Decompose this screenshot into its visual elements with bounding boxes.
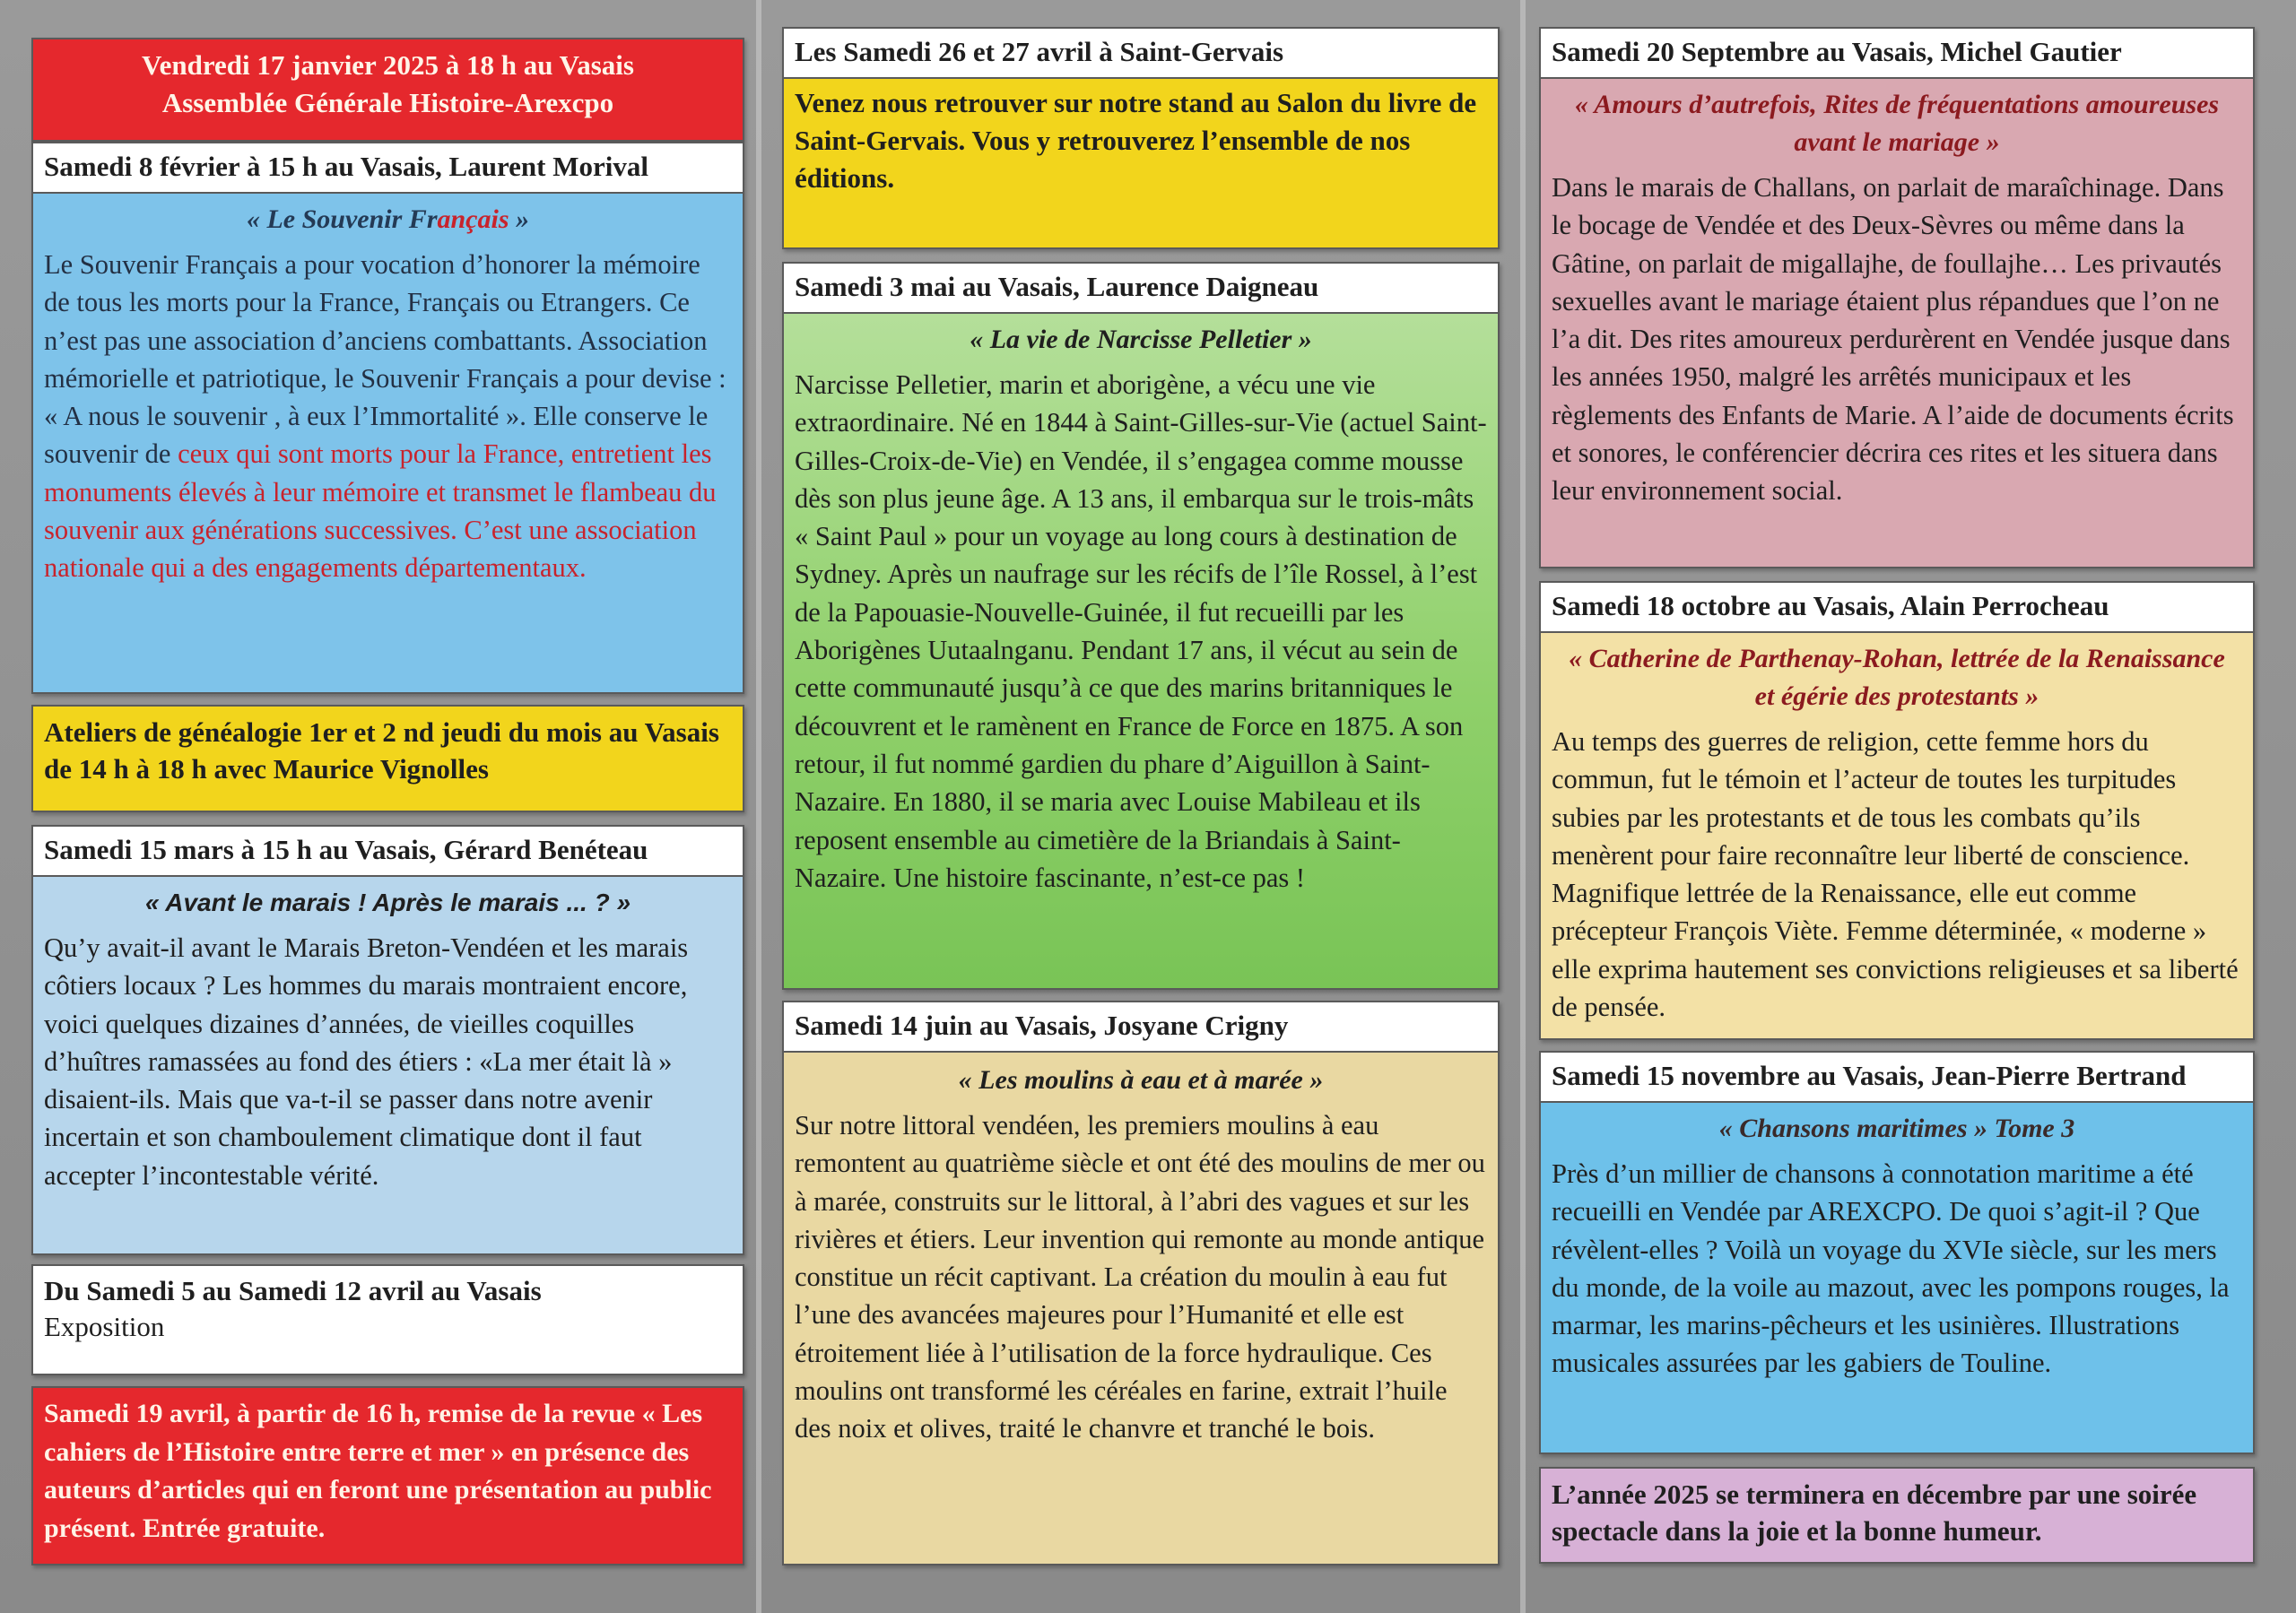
event-description: Qu’y avait-il avant le Marais Breton-Vendéen et les marais côtiers locaux ? Les hommes du marais montraient encore, voici quelques dizaines d’années, de vieilles coquilles d’huîtres ramassées au fond des étiers : «La mer était là » disaient-ils. Mais que va-t-il se passer dans notre avenir incertain et son chamboulement climatique dont il faut accepter l’incontestable vérité. [44, 932, 689, 1191]
event-header: Samedi 18 octobre au Vasais, Alain Perrocheau [1541, 583, 2253, 633]
event-march [31, 825, 744, 1255]
event-title: « Les moulins à eau et à marée » [958, 1065, 1324, 1095]
event-title-part-red: ançais [437, 204, 509, 234]
event-title-part: « Le Souvenir Fr [246, 204, 438, 234]
event-description: Venez nous retrouver sur notre stand au Salon du livre de Saint-Gervais. Vous y retrouverez l’ensemble de nos éditions. [795, 87, 1477, 194]
event-title: « Amours d’autrefois, Rites de fréquentations amoureuses avant le mariage » [1574, 90, 2220, 157]
december-text: L’année 2025 se terminera en décembre par une soirée spectacle dans la joie et la bonne humeur. [1552, 1479, 2197, 1547]
fold-line-right [1520, 0, 1526, 1613]
event-description: Au temps des guerres de religion, cette femme hors du commun, fut le témoin et l’acteur de toutes les turpitudes subies par les protestants et de tous les combats qu’ils menèrent pour faire reconnaître leur liberté de conscience. Magnifique lettrée de la Renaissance, elle eut comme précepteur François Viète. Femme déterminée, « moderne » elle exprima hautement ses convictions religieuses et sa liberté de pensée. [1552, 726, 2239, 1023]
description-text: Le Souvenir Français a pour vocation d’honorer la mémoire de tous les morts pour la France, Français ou Etrangers. Ce n’est pas une association d’anciens combattants. Association mémorielle et patriotique, le Souvenir Français a pour devise : « A nous le souvenir , à eux l’Immortalité ». Elle conserve le souvenir de [44, 249, 726, 470]
event-description: Près d’un millier de chansons à connotation maritime a été recueilli en Vendée par AREXCPO. De quoi s’agit-il ? Que révèlent-elles ? Voilà un voyage du XVIe siècle, sur les mers du monde, de la voile au mazout, avec les pompons rouges, la marmar, les marins-pêcheurs et les usinières. Illustrations musicales assurées par les gabiers de Touline. [1552, 1158, 2230, 1379]
event-header: Samedi 15 mars à 15 h au Vasais, Gérard Benéteau [33, 827, 743, 877]
event-june [782, 1001, 1500, 1565]
fold-line-left [756, 0, 761, 1613]
event-header: Samedi 3 mai au Vasais, Laurence Daigneau [784, 264, 1498, 314]
april-19-text: Samedi 19 avril, à partir de 16 h, remise de la revue « Les cahiers de l’Histoire entre terre et mer » en présence des auteurs d’articles qui en feront une présentation au public présent. Entrée gratuite. [44, 1399, 712, 1543]
event-ateliers-genealogie [31, 705, 744, 812]
expo-text: Exposition [44, 1311, 165, 1342]
event-assemblee-generale [31, 38, 744, 142]
event-header: Samedi 8 février à 15 h au Vasais, Laurent Morival [33, 143, 743, 194]
event-header: Les Samedi 26 et 27 avril à Saint-Gervais [784, 29, 1498, 79]
event-october [1539, 581, 2255, 1040]
event-title: « La vie de Narcisse Pelletier » [970, 325, 1312, 354]
description-text-red: ceux qui sont morts pour la France, entretient les monuments élevés à leur mémoire et transmet le flambeau du souvenir aux générations successives. C’est une association nationale qui a des engagements départementaux. [44, 438, 717, 584]
event-title: « Chansons maritimes » Tome 3 [1718, 1114, 2075, 1143]
event-description: Dans le marais de Challans, on parlait de maraîchinage. Dans le bocage de Vendée et des Deux-Sèvres ou même dans la Gâtine, on parlait de migallajhe, de foullajhe… Les privautés sexuelles avant le mariage étaient plus répandues que l’on ne l’a dit. Des rites amoureux perdurèrent en Vendée jusque dans les années 1950, malgré les arrêtés municipaux et les règlements des Enfants de Marie. A l’aide de documents écrits et sonores, le conférencier décrira ces rites et les situera dans leur environnement social. [1552, 172, 2234, 507]
event-may [782, 262, 1500, 990]
event-header: Samedi 15 novembre au Vasais, Jean-Pierre Bertrand [1541, 1053, 2253, 1103]
event-saint-gervais [782, 27, 1500, 249]
event-december [1539, 1467, 2255, 1564]
event-february [31, 142, 744, 694]
event-header: Samedi 20 Septembre au Vasais, Michel Gautier [1541, 29, 2253, 79]
event-title [33, 194, 743, 238]
event-exposition [31, 1264, 744, 1375]
event-title: « Avant le marais ! Après le marais ... ? » [144, 889, 631, 916]
ag-line-2: Assemblée Générale Histoire-Arexcpo [161, 87, 614, 118]
event-description: Narcisse Pelletier, marin et aborigène, a vécu une vie extraordinaire. Né en 1844 à Saint-Gilles-sur-Vie (actuel Saint-Gilles-Croix-de-Vie) en Vendée, il s’engagea comme mousse dès son plus jeune âge. A 13 ans, il embarqua sur le trois-mâts « Saint Paul » pour un voyage au long cours à destination de Sydney. Après un naufrage sur les récifs de l’île Rossel, à l’est de la Papouasie-Nouvelle-Guinée, il fut recueilli par les Aborigènes Uutaalnganu. Pendant 17 ans, il vécut au sein de cette communauté jusqu’à ce que des marins britanniques le découvrent et le ramènent en France de Force en 1875. A son retour, il fut nommé gardien du phare d’Aiguillon à Saint-Nazaire. En 1880, il se maria avec Louise Mabileau et ils reposent ensemble au cimetière de la Briandais à Saint-Nazaire. Une histoire fascinante, n’est-ce pas ! [795, 369, 1487, 893]
event-title-part: » [509, 204, 530, 234]
event-september [1539, 27, 2255, 568]
event-title: « Catherine de Parthenay-Rohan, lettrée de la Renaissance et égérie des protestants » [1569, 644, 2225, 711]
event-description: Sur notre littoral vendéen, les premiers moulins à eau remontent au quatrième siècle et ont été des moulins de mer ou à marée, construits sur le littoral, à l’abri des vagues et sur les rivières et étiers. Leur invention qui remonte au monde antique constitue un récit captivant. La création du moulin à eau fut l’une des avancées majeures pour l’Humanité et elle est étroitement liée à l’utilisation de la force hydraulique. Ces moulins ont transformé les céréales en farine, extrait l’huile des noix et olives, traité le chanvre et tranché le bois. [795, 1110, 1485, 1444]
ag-line-1: Vendredi 17 janvier 2025 à 18 h au Vasais [142, 49, 634, 81]
event-november [1539, 1051, 2255, 1454]
event-april-19 [31, 1386, 744, 1565]
event-description [33, 238, 743, 587]
expo-header: Du Samedi 5 au Samedi 12 avril au Vasais [44, 1275, 542, 1306]
ateliers-text: Ateliers de généalogie 1er et 2 nd jeudi du mois au Vasais de 14 h à 18 h avec Maurice Vignolles [44, 716, 719, 785]
event-header: Samedi 14 juin au Vasais, Josyane Crigny [784, 1002, 1498, 1053]
